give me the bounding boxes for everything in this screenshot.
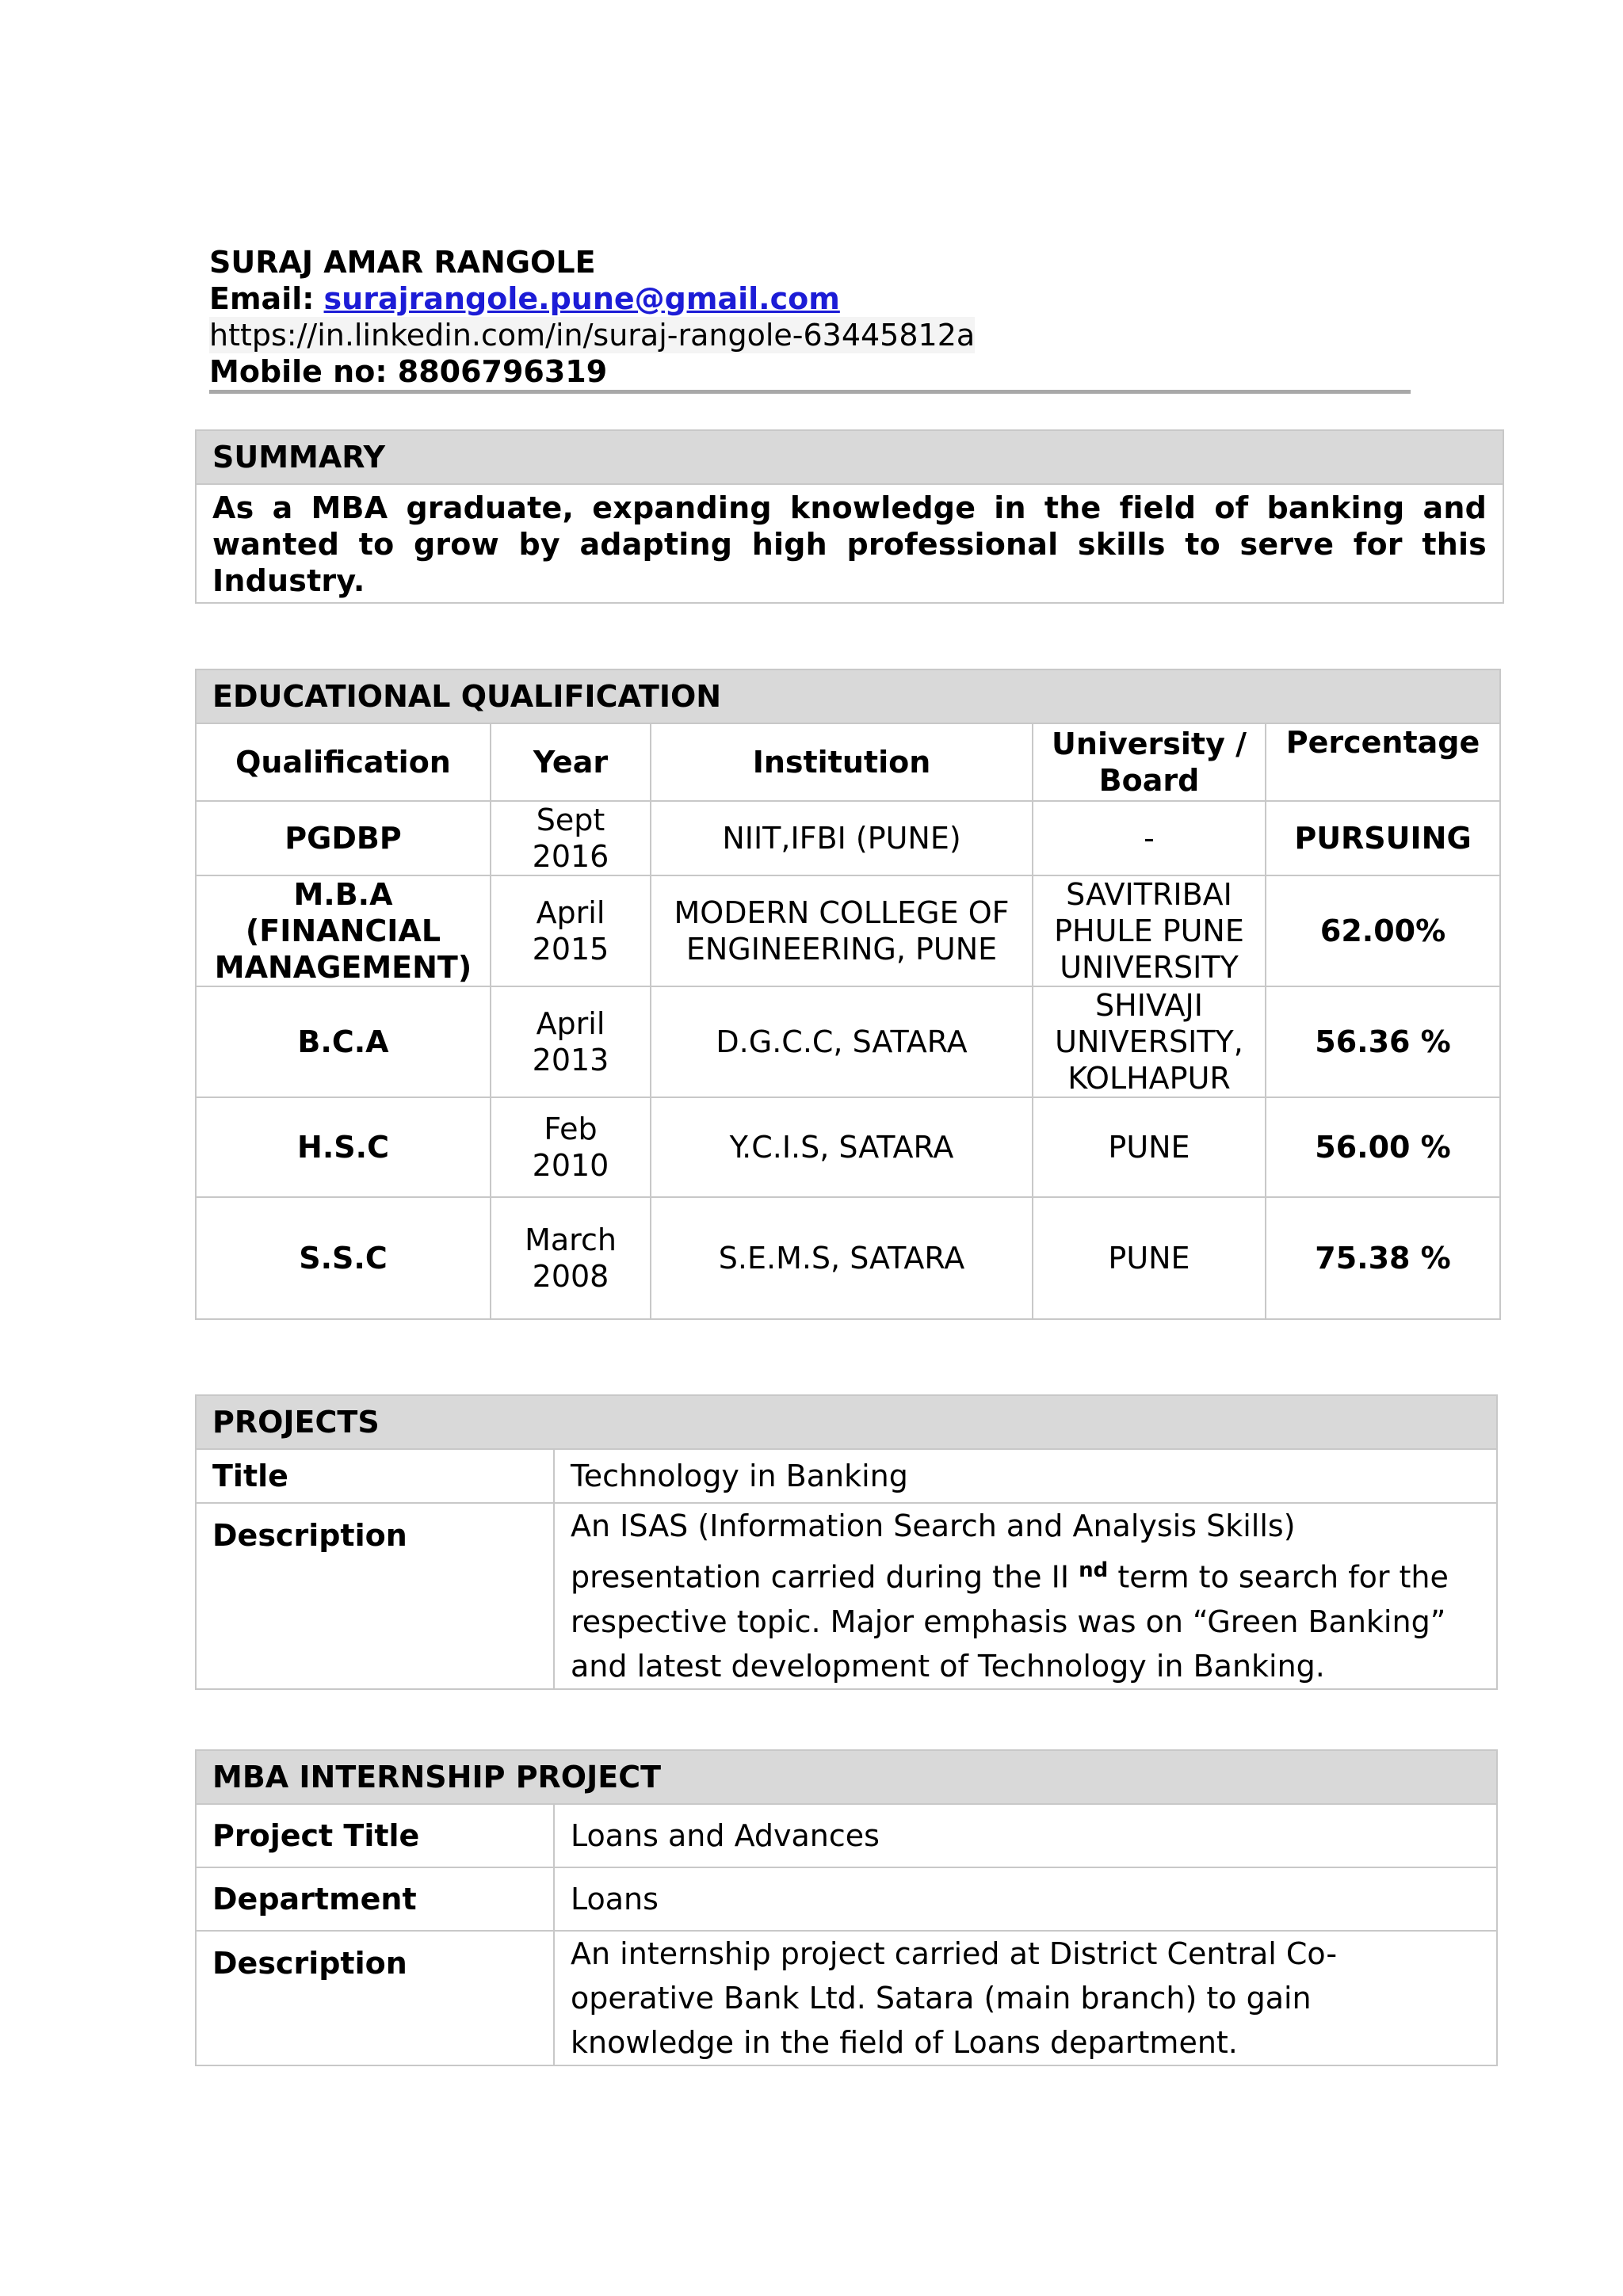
- header-divider: [209, 390, 1411, 394]
- qualification-cell: M.B.A (FINANCIAL MANAGEMENT): [196, 875, 491, 986]
- email-line: [209, 280, 1414, 317]
- project-title-label: Project Title: [196, 1804, 554, 1867]
- institution-cell: D.G.C.C, SATARA: [651, 986, 1033, 1097]
- qualification-cell: B.C.A: [196, 986, 491, 1097]
- title-label: Title: [196, 1449, 554, 1503]
- university-cell: SAVITRIBAI PHULE PUNE UNIVERSITY: [1033, 875, 1266, 986]
- department-label: Department: [196, 1867, 554, 1931]
- year-cell: Sept 2016: [491, 801, 651, 875]
- university-cell: PUNE: [1033, 1097, 1266, 1197]
- description-label: Description: [196, 1931, 554, 2065]
- percentage-cell: 56.36 %: [1266, 986, 1500, 1097]
- year-cell: April 2013: [491, 986, 651, 1097]
- institution-cell: MODERN COLLEGE OF ENGINEERING, PUNE: [651, 875, 1033, 986]
- contact-header: [209, 244, 1414, 390]
- table-row: [196, 1931, 1497, 2065]
- summary-heading: SUMMARY: [196, 430, 1503, 484]
- university-cell: SHIVAJI UNIVERSITY, KOLHAPUR: [1033, 986, 1266, 1097]
- percentage-cell: 56.00 %: [1266, 1097, 1500, 1197]
- university-cell: -: [1033, 801, 1266, 875]
- table-row: [196, 1804, 1497, 1867]
- table-row: [196, 801, 1500, 875]
- percentage-cell: PURSUING: [1266, 801, 1500, 875]
- table-row: [196, 1503, 1497, 1689]
- university-cell: PUNE: [1033, 1197, 1266, 1319]
- internship-section: [195, 1749, 1498, 2066]
- table-row: [196, 1197, 1500, 1319]
- project-title: Technology in Banking: [554, 1449, 1497, 1503]
- education-table: [195, 669, 1501, 1320]
- institution-cell: NIIT,IFBI (PUNE): [651, 801, 1033, 875]
- qualification-cell: S.S.C: [196, 1197, 491, 1319]
- column-header: University / Board: [1033, 723, 1266, 801]
- summary-section: [195, 429, 1504, 604]
- projects-section: [195, 1394, 1498, 1690]
- qualification-cell: H.S.C: [196, 1097, 491, 1197]
- internship-description: An internship project carried at District Central Co-operative Bank Ltd. Satara (main branch) to gain knowledge in the field of Loans department.: [554, 1931, 1497, 2065]
- institution-cell: S.E.M.S, SATARA: [651, 1197, 1033, 1319]
- internship-department: Loans: [554, 1867, 1497, 1931]
- column-header: Qualification: [196, 723, 491, 801]
- year-cell: Feb 2010: [491, 1097, 651, 1197]
- education-column-headers: [196, 723, 1500, 801]
- percentage-cell: 62.00%: [1266, 875, 1500, 986]
- candidate-name: SURAJ AMAR RANGOLE: [209, 245, 596, 280]
- internship-project-title: Loans and Advances: [554, 1804, 1497, 1867]
- project-description: An ISAS (Information Search and Analysis Skills) presentation carried during the II $^{nd}$ term to search for the respective topic. Major emphasis was on “Green Banking” and latest development of Technology in Banking.: [554, 1503, 1497, 1689]
- percentage-cell: 75.38 %: [1266, 1197, 1500, 1319]
- column-header: Year: [491, 723, 651, 801]
- table-row: [196, 1867, 1497, 1931]
- email-link[interactable]: surajrangole.pune@gmail.com: [323, 281, 840, 316]
- internship-heading: MBA INTERNSHIP PROJECT: [196, 1750, 1497, 1804]
- table-row: [196, 875, 1500, 986]
- table-row: [196, 1097, 1500, 1197]
- education-heading: EDUCATIONAL QUALIFICATION: [196, 669, 1500, 723]
- institution-cell: Y.C.I.S, SATARA: [651, 1097, 1033, 1197]
- summary-text: As a MBA graduate, expanding knowledge in the field of banking and wanted to grow by adapting high professional skills to serve for this Industry.: [196, 484, 1503, 603]
- description-label: Description: [196, 1503, 554, 1689]
- column-header: Institution: [651, 723, 1033, 801]
- table-row: [196, 1449, 1497, 1503]
- projects-heading: PROJECTS: [196, 1395, 1497, 1449]
- year-cell: April 2015: [491, 875, 651, 986]
- year-cell: March 2008: [491, 1197, 651, 1319]
- email-label: Email:: [209, 281, 315, 316]
- mobile-number: Mobile no: 8806796319: [209, 354, 608, 389]
- linkedin-url[interactable]: https://in.linkedin.com/in/suraj-rangole-63445812a: [209, 318, 976, 353]
- table-row: [196, 986, 1500, 1097]
- column-header: Percentage: [1266, 723, 1500, 801]
- qualification-cell: PGDBP: [196, 801, 491, 875]
